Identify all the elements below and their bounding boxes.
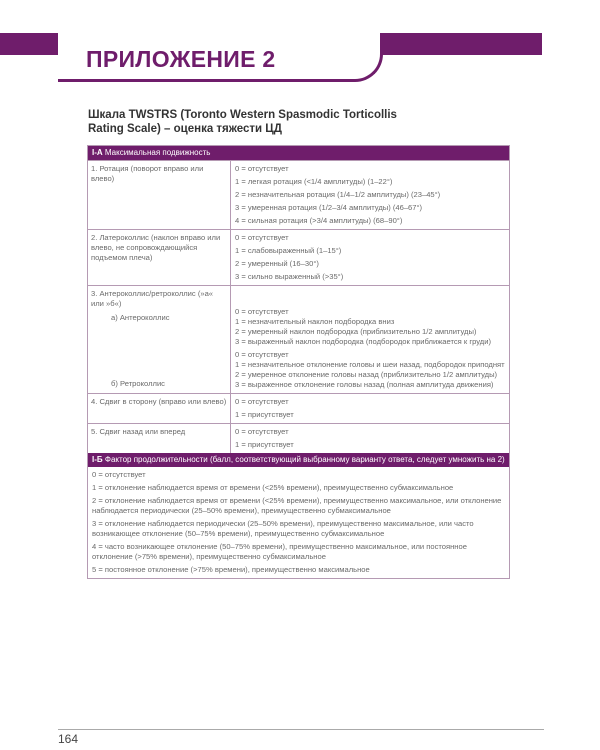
option: 0 = отсутствует — [235, 164, 289, 173]
page-title: ПРИЛОЖЕНИЕ 2 — [86, 46, 276, 72]
option: 1 = отклонение наблюдается время от времени (<25% времени), преимущественно субмаксимальное — [92, 483, 454, 492]
row-label: 5. Сдвиг назад или вперед — [88, 424, 231, 453]
row-label — [88, 286, 231, 393]
section-b-title: Фактор продолжительности (балл, соответствующий выбранному варианту ответа, следует умножить на 2) — [104, 455, 505, 464]
row-label-main: 3. Антероколлис/ретроколлис (»а« или »б«) — [91, 289, 214, 308]
row-options — [231, 161, 509, 229]
option: 2 = умеренный наклон подбородка (приблизительно 1/2 амплитуды) — [235, 327, 477, 336]
option: 0 = отсутствует — [92, 470, 146, 479]
section-a-code: I-А — [92, 148, 103, 157]
option: 3 = выраженное отклонение головы назад (полная амплитуда движения) — [235, 380, 494, 389]
table-row — [88, 423, 509, 453]
option: 3 = сильно выраженный (>35°) — [235, 272, 344, 281]
option: 0 = отсутствует — [235, 397, 289, 406]
row-label: 4. Сдвиг в сторону (вправо или влево) — [88, 394, 231, 423]
option: 1 = присутствует — [235, 440, 294, 449]
sub-label-antecollis: а) Антероколлис — [111, 313, 170, 322]
row-options — [231, 286, 509, 393]
option: 0 = отсутствует — [235, 233, 289, 242]
twstrs-table — [87, 145, 510, 579]
section-b-code: I-Б — [92, 455, 103, 464]
option: 3 = умеренная ротация (1/2–3/4 амплитуды) (46–67°) — [235, 203, 423, 212]
row-options — [231, 394, 509, 423]
option: 2 = умеренное отклонение головы назад (приблизительно 1/2 амплитуды) — [235, 370, 498, 379]
section-b-options — [88, 467, 509, 578]
footer-divider — [58, 729, 544, 730]
table-row — [88, 160, 509, 229]
page-number: 164 — [58, 732, 79, 746]
row-label: 1. Ротация (поворот вправо или влево) — [88, 161, 231, 229]
table-row — [88, 285, 509, 393]
option: 2 = умеренный (16–30°) — [235, 259, 319, 268]
option: 1 = легкая ротация (<1/4 амплитуды) (1–22°) — [235, 177, 393, 186]
section-b-header — [88, 453, 509, 467]
row-label: 2. Латероколлис (наклон вправо или влево, не сопровождающийся подъемом плеча) — [88, 230, 231, 285]
option: 0 = отсутствует — [235, 307, 289, 316]
option: 1 = незначительное отклонение головы и шеи назад, подбородок приподнят — [235, 360, 505, 369]
option: 5 = постоянное отклонение (>75% времени), преимущественно максимальное — [92, 565, 370, 574]
option: 1 = незначительный наклон подбородка вниз — [235, 317, 395, 326]
table-row — [88, 229, 509, 285]
option: 2 = незначительная ротация (1/4–1/2 амплитуды) (23–45°) — [235, 190, 441, 199]
option: 1 = слабовыраженный (1–15°) — [235, 246, 342, 255]
option: 4 = часто возникающее отклонение (50–75% времени), преимущественно максимальное, или постоянное отклонение (>75% времени), преимущественно субмаксимальное — [92, 542, 467, 561]
row-options — [231, 424, 509, 453]
option: 4 = сильная ротация (>3/4 амплитуды) (68–90°) — [235, 216, 403, 225]
option: 3 = выраженный наклон подбородка (подбородок приближается к груди) — [235, 337, 491, 346]
section-a-title: Максимальная подвижность — [104, 148, 211, 157]
row-options — [231, 230, 509, 285]
section-a-header — [88, 146, 509, 160]
option: 0 = отсутствует — [235, 427, 289, 436]
option: 1 = присутствует — [235, 410, 294, 419]
option: 0 = отсутствует — [235, 350, 289, 359]
option: 2 = отклонение наблюдается время от времени (<25% времени), преимущественно максимальное, или отклонение наблюдается периодически (25–50% времени), преимущественно субмаксимальное — [92, 496, 502, 515]
scale-title: Шкала TWSTRS (Toronto Western Spasmodic Torticollis Rating Scale) – оценка тяжести ЦД — [88, 109, 397, 135]
option: 3 = отклонение наблюдается периодически (25–50% времени), преимущественно максимальное, или часто возникающее отклонение (50–75% времени), преимущественно субмаксимальное — [92, 519, 474, 538]
table-row — [88, 393, 509, 423]
sub-label-retrocollis: б) Ретроколлис — [111, 379, 165, 388]
